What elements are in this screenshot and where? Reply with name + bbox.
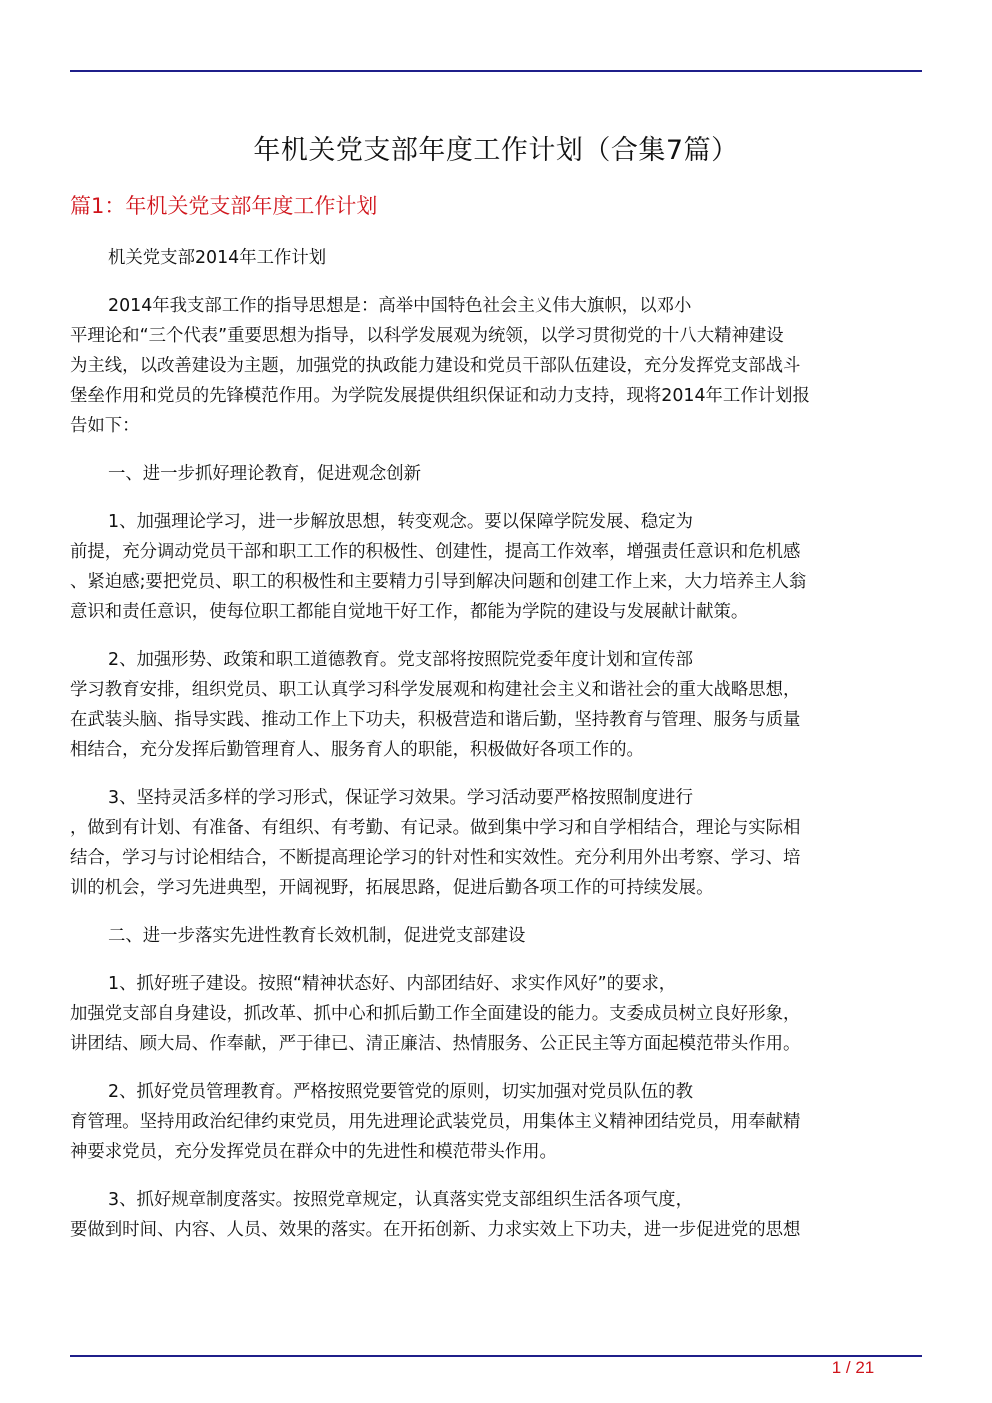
paragraph-line: 平理论和“三个代表”重要思想为指导，以科学发展观为统领，以学习贯彻党的十八大精神建设	[70, 326, 784, 346]
paragraph-line: 神要求党员，充分发挥党员在群众中的先进性和模范带头作用。	[70, 1142, 557, 1162]
paragraph-line: 学习教育安排，组织党员、职工认真学习科学发展观和构建社会主义和谐社会的重大战略思想，	[70, 680, 801, 700]
paragraph	[70, 645, 922, 765]
paragraph	[70, 969, 922, 1059]
paragraph	[70, 291, 922, 441]
paragraph	[70, 921, 922, 951]
paragraph-line: 前提，充分调动党员干部和职工工作的积极性、创建性，提高工作效率，增强责任意识和危机感	[70, 542, 801, 562]
paragraph	[70, 1185, 922, 1245]
document-title: 年机关党支部年度工作计划（合集7篇）	[253, 135, 739, 166]
paragraph-line: 3、坚持灵活多样的学习形式，保证学习效果。学习活动要严格按照制度进行	[108, 788, 693, 808]
paragraph-line: 训的机会，学习先进典型，开阔视野，拓展思路，促进后勤各项工作的可持续发展。	[70, 878, 714, 898]
paragraph-line: 在武装头脑、指导实践、推动工作上下功夫，积极营造和谐后勤，坚持教育与管理、服务与质量	[70, 710, 801, 730]
paragraph-line: 一、进一步抓好理论教育，促进观念创新	[108, 464, 422, 484]
paragraph-line: 1、抓好班子建设。按照“精神状态好、内部团结好、求实作风好”的要求，	[108, 974, 677, 994]
paragraph-line: 育管理。坚持用政治纪律约束党员，用先进理论武装党员，用集体主义精神团结党员，用奉献精	[70, 1112, 801, 1132]
paragraph-line: 加强党支部自身建设，抓改革、抓中心和抓后勤工作全面建设的能力。支委成员树立良好形象，	[70, 1004, 801, 1024]
paragraph-line: 结合，学习与讨论相结合，不断提高理论学习的针对性和实效性。充分利用外出考察、学习、培	[70, 848, 801, 868]
paragraph-line: 2、加强形势、政策和职工道德教育。党支部将按照院党委年度计划和宣传部	[108, 650, 693, 670]
paragraph	[70, 507, 922, 627]
paragraph-line: 要做到时间、内容、人员、效果的落实。在开拓创新、力求实效上下功夫，进一步促进党的思想	[70, 1220, 801, 1240]
paragraph-line: 、紧迫感;要把党员、职工的积极性和主要精力引导到解决问题和创建工作上来，大力培养主人翁	[70, 572, 807, 592]
paragraph	[70, 1077, 922, 1167]
paragraph-line: ，做到有计划、有准备、有组织、有考勤、有记录。做到集中学习和自学相结合，理论与实际相	[70, 818, 801, 838]
paragraph-line: 2、抓好党员管理教育。严格按照党要管党的原则，切实加强对党员队伍的教	[108, 1082, 693, 1102]
paragraph-line: 机关党支部2014年工作计划	[108, 248, 327, 268]
paragraph	[70, 243, 922, 273]
footer-rule	[70, 1355, 922, 1357]
paragraph-line: 2014年我支部工作的指导思想是：高举中国特色社会主义伟大旗帜，以邓小	[108, 296, 692, 316]
paragraph-line: 3、抓好规章制度落实。按照党章规定，认真落实党支部组织生活各项气度，	[108, 1190, 693, 1210]
section-heading: 篇1：年机关党支部年度工作计划	[70, 194, 378, 218]
header-rule	[70, 70, 922, 72]
paragraph-line: 1、加强理论学习，进一步解放思想，转变观念。要以保障学院发展、稳定为	[108, 512, 693, 532]
document-body	[70, 243, 922, 1263]
paragraph-line: 相结合，充分发挥后勤管理育人、服务育人的职能，积极做好各项工作的。	[70, 740, 644, 760]
paragraph-line: 讲团结、顾大局、作奉献，严于律已、清正廉洁、热情服务、公正民主等方面起模范带头作用。	[70, 1034, 801, 1054]
paragraph	[70, 783, 922, 903]
paragraph-line: 为主线，以改善建设为主题，加强党的执政能力建设和党员干部队伍建设，充分发挥党支部战斗	[70, 356, 801, 376]
page-number: 1 / 21	[831, 1358, 875, 1377]
paragraph-line: 二、进一步落实先进性教育长效机制，促进党支部建设	[108, 926, 526, 946]
paragraph-line: 告如下：	[70, 416, 140, 436]
paragraph	[70, 459, 922, 489]
paragraph-line: 意识和责任意识，使每位职工都能自觉地干好工作，都能为学院的建设与发展献计献策。	[70, 602, 749, 622]
paragraph-line: 堡垒作用和党员的先锋模范作用。为学院发展提供组织保证和动力支持，现将2014年工作计划报	[70, 386, 810, 406]
